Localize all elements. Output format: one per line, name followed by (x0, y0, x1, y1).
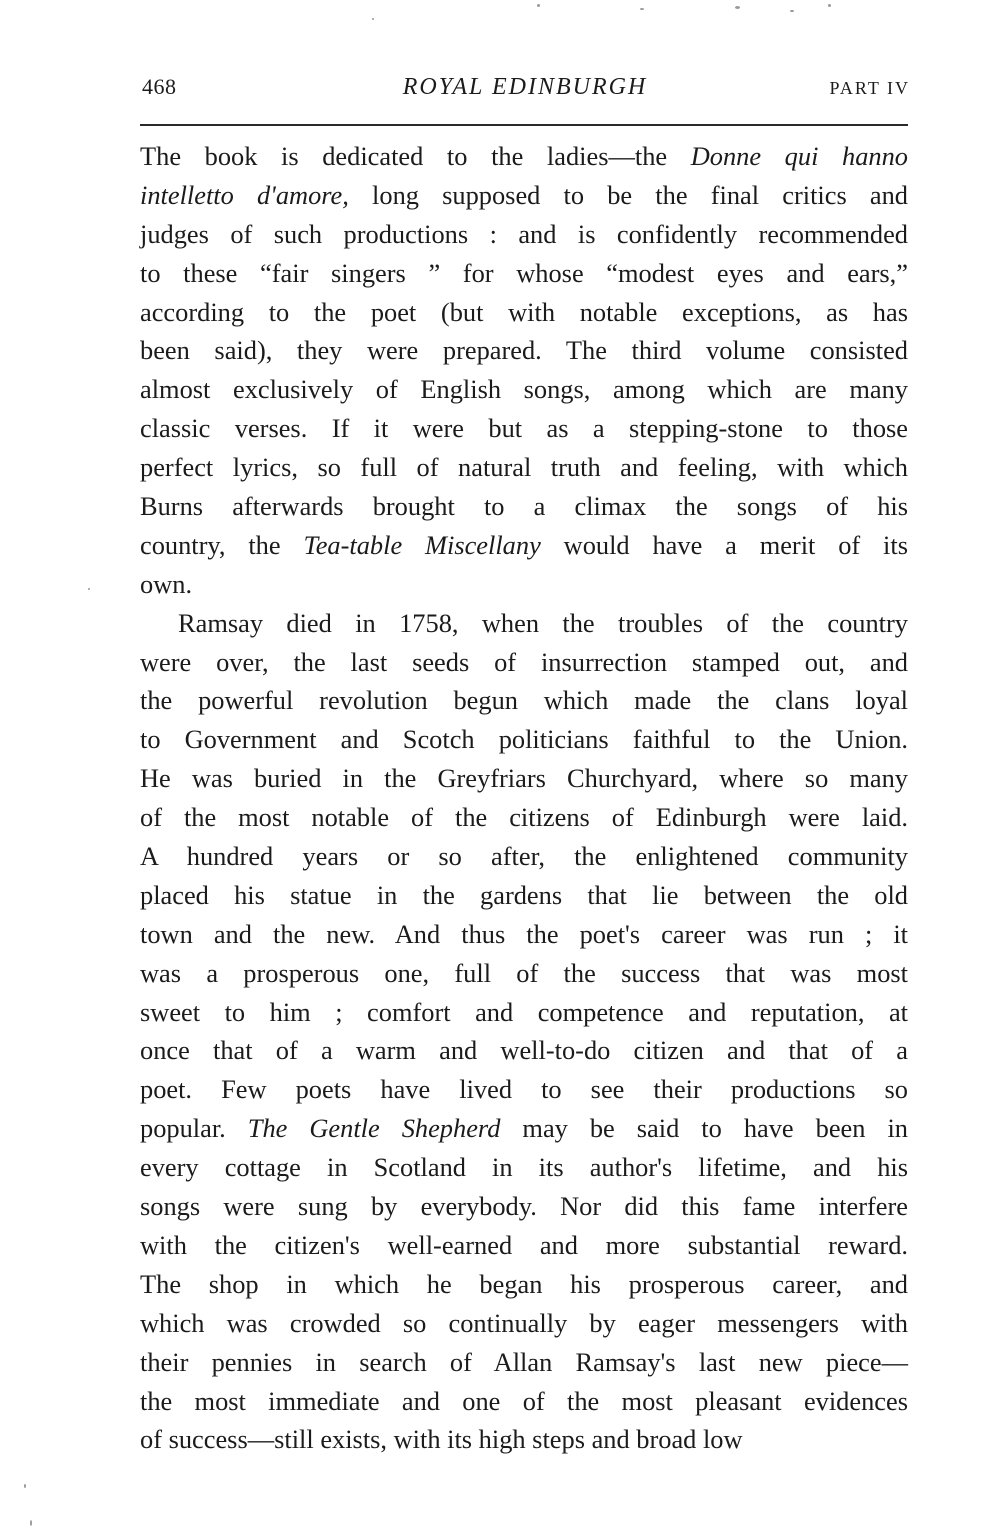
text-run: the most immediate and one of the most pleasant evidences (140, 1385, 908, 1416)
text-run: sweet to him ; comfort and competence and reputation, at (140, 996, 908, 1027)
text-run: own. (140, 568, 193, 599)
text-run: popular. (140, 1113, 248, 1144)
text-run: The book is dedicated to the ladies—the (140, 141, 691, 171)
text-line (140, 487, 908, 526)
text-run: was a prosperous one, full of the success that was most (140, 957, 908, 988)
text-line (140, 643, 908, 682)
header-rule (140, 124, 908, 126)
scan-speck (790, 10, 794, 12)
text-run: town and the new. And thus the poet's career was run ; it (140, 918, 908, 949)
body-text (140, 137, 908, 1459)
scan-speck (372, 18, 374, 20)
text-line (140, 1148, 908, 1187)
text-line (140, 331, 908, 370)
text-line (140, 1382, 908, 1421)
text-run: perfect lyrics, so full of natural truth and feeling, with which (140, 452, 908, 483)
running-title: ROYAL EDINBURGH (402, 74, 648, 100)
italic-title: intelletto d'amore, (140, 179, 349, 210)
text-run: judges of such productions : and is confidently recommended (140, 218, 908, 249)
text-run: of the most notable of the citizens of Edinburgh were laid. (140, 802, 908, 833)
text-run: their pennies in search of Allan Ramsay's last new piece— (140, 1346, 908, 1377)
text-line (140, 681, 908, 720)
text-run: almost exclusively of English songs, among which are many (140, 374, 908, 405)
text-line (140, 1070, 908, 1109)
italic-title: Tea-table Miscellany (303, 529, 541, 560)
page-number: 468 (142, 74, 177, 99)
text-run: been said), they were prepared. The third volume consisted (140, 335, 908, 366)
scan-speck (537, 4, 540, 7)
text-line (140, 293, 908, 332)
text-line (140, 137, 908, 176)
text-line (140, 837, 908, 876)
text-line (140, 1109, 908, 1148)
text-line (140, 526, 908, 565)
text-run: placed his statue in the gardens that lie between the old (140, 879, 908, 910)
text-line (140, 370, 908, 409)
text-line (140, 1304, 908, 1343)
text-line (140, 759, 908, 798)
text-run: to Government and Scotch politicians faithful to the Union. (140, 724, 908, 755)
text-line (140, 215, 908, 254)
text-run: every cottage in Scotland in its author's lifetime, and his (140, 1152, 908, 1183)
scan-speck (24, 1484, 26, 1488)
text-run: the powerful revolution begun which made the clans loyal (140, 685, 908, 716)
text-run: poet. Few poets have lived to see their productions so (140, 1074, 908, 1105)
text-line (140, 1420, 908, 1459)
text-line (140, 176, 908, 215)
text-run: The shop in which he began his prosperous career, and (140, 1268, 908, 1299)
text-line (140, 1031, 908, 1070)
text-run: He was buried in the Greyfriars Churchyard, where so many (140, 763, 908, 794)
scan-speck (30, 1520, 32, 1526)
text-run: would have a merit of its (540, 529, 908, 560)
italic-title: Donne qui hanno (690, 141, 908, 171)
text-line (140, 409, 908, 448)
scan-speck (88, 588, 90, 590)
text-line (140, 1226, 908, 1265)
text-run: long supposed to be the final critics and (348, 179, 908, 210)
text-run: songs were sung by everybody. Nor did this fame interfere (140, 1191, 908, 1222)
italic-title: The Gentle Shepherd (247, 1113, 501, 1144)
text-line (140, 448, 908, 487)
text-run: once that of a warm and well-to-do citizen and that of a (140, 1035, 908, 1066)
text-run: Burns afterwards brought to a climax the songs of his (140, 491, 908, 522)
text-line (140, 876, 908, 915)
text-run: may be said to have been in (500, 1113, 908, 1144)
text-line (140, 954, 908, 993)
text-line (140, 1187, 908, 1226)
text-line (140, 604, 908, 643)
text-run: with the citizen's well-earned and more substantial reward. (140, 1229, 908, 1260)
text-run: which was crowded so continually by eager messengers with (140, 1307, 908, 1338)
text-run: were over, the last seeds of insurrection stamped out, and (140, 646, 908, 677)
text-line (140, 1265, 908, 1304)
text-line (140, 254, 908, 293)
text-line (140, 993, 908, 1032)
text-run: Ramsay died in 1758, when the troubles of the country (178, 607, 908, 638)
scan-speck (828, 4, 831, 7)
text-run: of success—still exists, with its high steps and broad low (140, 1424, 743, 1455)
text-line (140, 565, 908, 604)
page-header (140, 74, 910, 114)
scan-speck (640, 8, 644, 10)
text-line (140, 798, 908, 837)
text-run: A hundred years or so after, the enlightened community (140, 841, 908, 872)
text-run: country, the (140, 529, 304, 560)
text-line (140, 915, 908, 954)
text-line (140, 720, 908, 759)
text-line (140, 1343, 908, 1382)
part-label: PART IV (829, 78, 910, 98)
text-run: to these “fair singers ” for whose “modest eyes and ears,” (140, 257, 908, 288)
text-run: according to the poet (but with notable exceptions, as has (140, 296, 908, 327)
text-run: classic verses. If it were but as a stepping-stone to those (140, 413, 908, 444)
scan-speck (735, 6, 740, 9)
